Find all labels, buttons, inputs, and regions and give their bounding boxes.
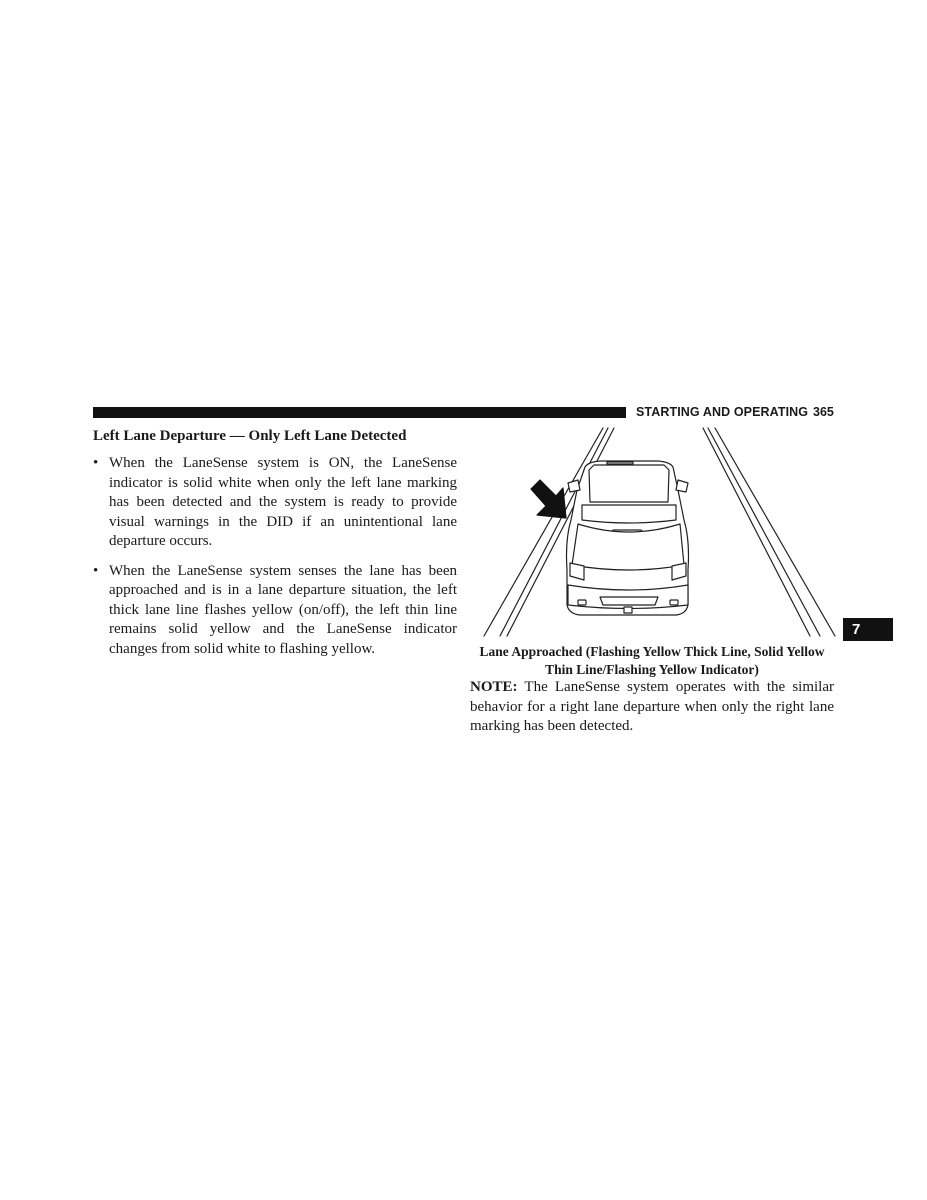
running-header-section: STARTING AND OPERATING (636, 405, 809, 419)
header-rule (93, 407, 626, 418)
figure-caption: Lane Approached (Flashing Yellow Thick Line, Solid Yellow Thin Line/Flashing Yellow Indicator) (479, 644, 825, 677)
page-number: 365 (813, 405, 834, 419)
vehicle-rear-view-illustration (567, 461, 689, 615)
chapter-number: 7 (852, 621, 861, 638)
chapter-tab (843, 618, 893, 641)
bullet-icon: • (93, 562, 99, 579)
lane-approached-figure (480, 424, 850, 640)
list-item (93, 562, 457, 660)
list-item (93, 454, 457, 552)
bullet-text: When the LaneSense system senses the lane has been approached and is in a lane departure situation, the left thick lane line flashes yellow (on/off), the left thin line remains solid yellow and the LaneSense indicator changes from solid white to flashing yellow. (109, 562, 457, 657)
bullet-icon: • (93, 455, 99, 471)
note-text: The LaneSense system operates with the similar behavior for a right lane departure when only the right lane marking has been detected. (470, 679, 834, 734)
note-label: NOTE: (470, 679, 518, 695)
section-title: Left Lane Departure — Only Left Lane Detected (93, 428, 407, 444)
bullet-list (93, 454, 457, 669)
arrow-icon (531, 480, 566, 518)
bullet-text: When the LaneSense system is ON, the LaneSense indicator is solid white when only the left lane marking has been detected and the system is ready to provide visual warnings in the DID if an unintentional lane departure occurs. (109, 455, 457, 549)
note-paragraph (470, 678, 834, 737)
